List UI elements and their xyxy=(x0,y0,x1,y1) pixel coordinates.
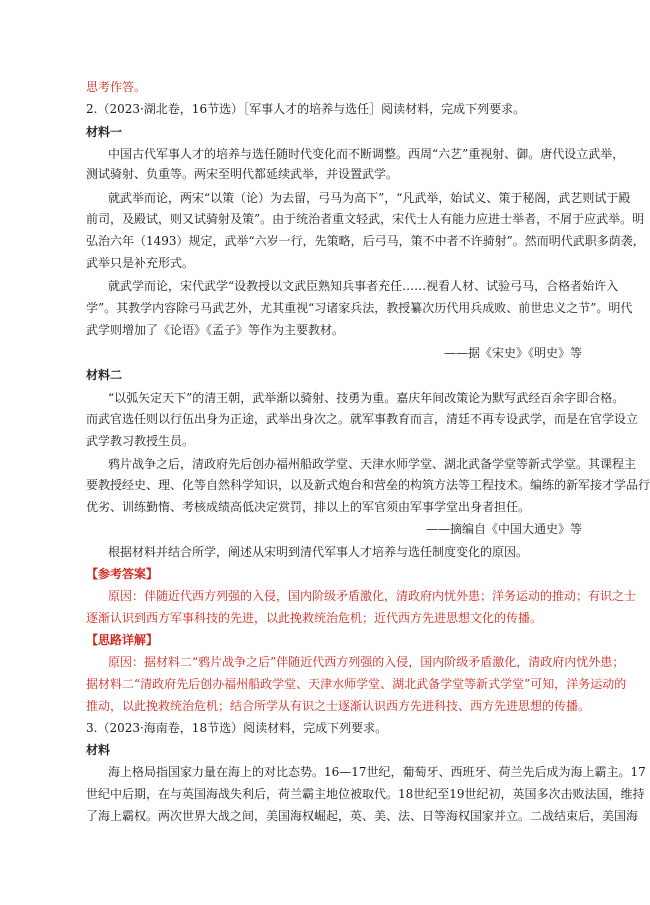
material-1-text: 前司，及殿试，则又试骑射及策”。由于统治者重文轻武，宋代士人有能力应进士举者，不屑于应武举。明 xyxy=(86,212,645,226)
material-1-label: 材料一 xyxy=(86,125,123,139)
material-2-text: 而武官选任则以行伍出身为正途，武举出身次之。就军事教育而言，清廷不再专设武学，而是在官学设立 xyxy=(86,412,639,426)
question-2-prompt: 根据材料并结合所学，阐述从宋明到清代军事人才培养与选任制度变化的原因。 xyxy=(108,545,529,559)
material-3-label: 材料 xyxy=(86,743,111,757)
prev-answer-tail: 思考作答。 xyxy=(86,80,147,94)
material-1-text: 测试骑射、负重等。两宋至明代都延续武举，并设置武学。 xyxy=(86,167,399,181)
reference-answer-text: 原因：伴随近代西方列强的入侵，国内阶级矛盾激化，清政府内忧外患；洋务运动的推动；有识之士 xyxy=(108,589,637,603)
analysis-label: 【思路详解】 xyxy=(86,633,159,647)
analysis-text: 推动，以此挽救统治危机；结合所学从有识之士逐渐认识西方先进科技、西方先进思想的传播。 xyxy=(86,699,591,713)
material-1-text: 就武学而论，宋代武学“设教授以文武臣熟知兵事者充任……视看人材、试验弓马，合格者始许入 xyxy=(108,279,619,293)
material-2-text: “以弧矢定天下”的清王朝，武举渐以骑射、技勇为重。嘉庆年间改策论为默写武经百余字即合格。 xyxy=(108,391,625,405)
material-2-text: 武学教习教授生员。 xyxy=(86,434,195,448)
material-1-text: 武学则增加了《论语》《孟子》等作为主要教材。 xyxy=(86,323,345,337)
material-3-text: 了海上霸权。两次世界大战之间，美国海权崛起，英、美、法、日等海权国家并立。二战结束后，美国海 xyxy=(86,809,639,823)
analysis-text: 原因：据材料二“鸦片战争之后”伴随近代西方列强的入侵，国内阶级矛盾激化，清政府内忧外患； xyxy=(108,655,625,669)
material-1-text: 弘治六年（1493）规定，武举“六岁一行，先策略，后弓马，策不中者不许骑射”。然而明代武职多荫袭， xyxy=(86,234,645,248)
material-1-source: ——据《宋史》《明史》等 xyxy=(443,346,582,360)
material-3-text: 海上格局指国家力量在海上的对比态势。16—17世纪，葡萄牙、西班牙、荷兰先后成为海上霸主。17 xyxy=(108,765,646,779)
material-2-text: 要教授经史、理、化等自然科学知识，以及新式炮台和营垒的构筑方法等工程技术。编练的新军接才学品行 xyxy=(86,478,650,492)
material-1-text: 就武举而论，两宋“以策（论）为去留，弓马为高下”，“凡武举，始试义、策于秘阁，武艺则试于殿 xyxy=(108,191,631,205)
material-1-text: 中国古代军事人才的培养与选任随时代变化而不断调整。西周“六艺”重视射、御。唐代设立武举， xyxy=(108,147,625,161)
question-2-heading: 2.（2023·湖北卷，16节选）［军事人才的培养与选任］阅读材料，完成下列要求。 xyxy=(86,102,526,116)
analysis-text: 据材料二“清政府先后创办福州船政学堂、天津水师学堂、湖北武备学堂等新式学堂”可知，洋务运动的 xyxy=(86,677,627,691)
material-2-label: 材料二 xyxy=(86,368,123,382)
material-1-text: 学”。其教学内容除弓马武艺外，尤其重视“习诸家兵法，教授纂次历代用兵成败、前世忠义之节”。明代 xyxy=(86,301,633,315)
material-2-source: ——摘编自《中国大通史》等 xyxy=(425,522,582,536)
material-2-text: 鸦片战争之后，清政府先后创办福州船政学堂、天津水师学堂、湖北武备学堂等新式学堂。其课程主 xyxy=(108,457,637,471)
reference-answer-text: 逐渐认识到西方军事科技的先进，以此挽救统治危机；近代西方先进思想文化的传播。 xyxy=(86,611,543,625)
question-3-heading: 3.（2023·海南卷，18节选）阅读材料，完成下列要求。 xyxy=(86,721,388,735)
material-1-text: 武举只是补充形式。 xyxy=(86,256,195,270)
material-2-text: 优劣、训练勤惰、考核成绩高低决定赏罚，排以上的军官须由军事学堂出身者担任。 xyxy=(86,500,531,514)
material-3-text: 世纪中后期，在与英国海战失利后，荷兰霸主地位被取代。18世纪至19世纪初，英国多次击败法国，维持 xyxy=(86,787,645,801)
reference-answer-label: 【参考答案】 xyxy=(86,567,159,581)
